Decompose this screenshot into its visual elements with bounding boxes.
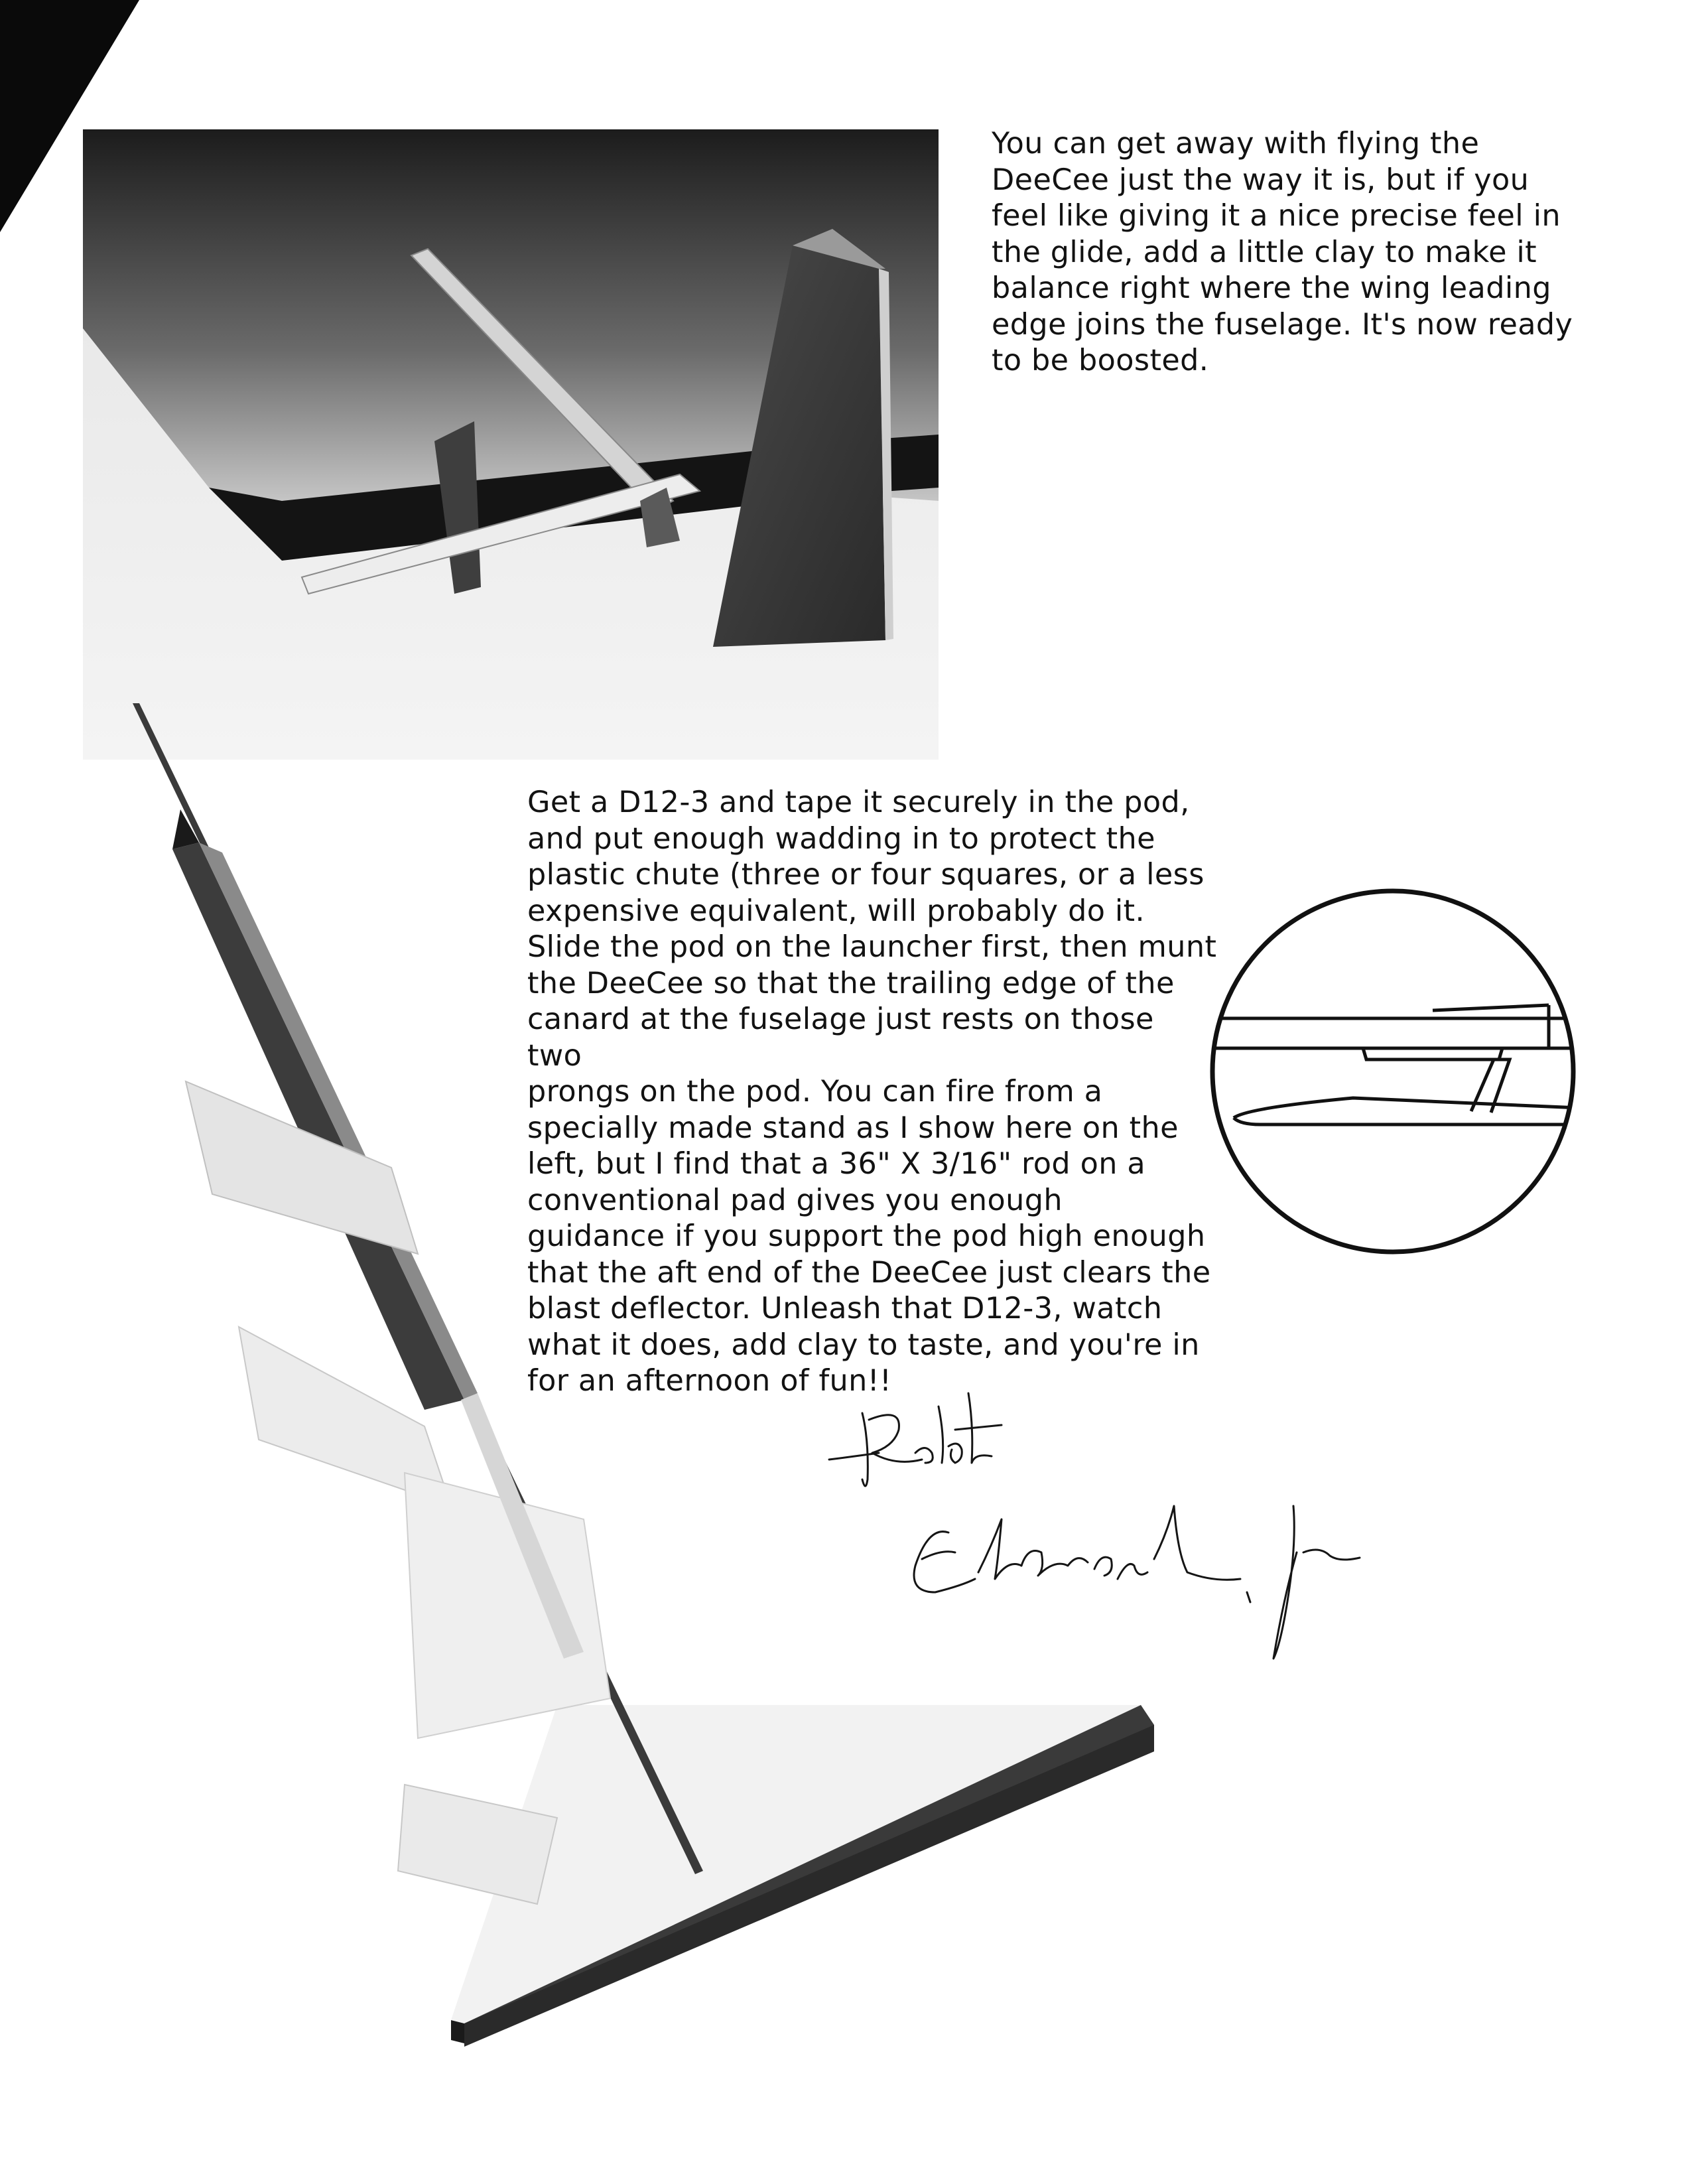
- canard-pod-detail-circle: [1207, 886, 1579, 1257]
- glider-photo: [83, 129, 939, 760]
- intro-paragraph: You can get away with flying the DeeCee just the way it is, but if you feel like giving it a nice precise feel in the glide, add a little clay to make it balance right where the wing leading edge joins the fuselage. It's now ready to be boosted.: [992, 127, 1573, 377]
- handwritten-signature: [816, 1380, 1400, 1678]
- launch-instructions-paragraph: Get a D12-3 and tape it securely in the pod, and put enough wadding in to protect the plastic chute (three or four squares, or a less expensive equivalent, will probably do it. Slide the pod on the launcher first, then munt the DeeCee so that the trailing edge of the canard at the fuselage just rests on those two prongs on the pod. You can fire from a specially made stand as I show here on the left, but I find that a 36" X 3/16" rod on a conventional pad gives you enough guidance if you support the pod high enough that the aft end of the DeeCee just clears the blast deflector. Unleash that D12-3, watch what it does, add clay to taste, and you're in for an afternoon of fun!!: [527, 785, 1217, 1398]
